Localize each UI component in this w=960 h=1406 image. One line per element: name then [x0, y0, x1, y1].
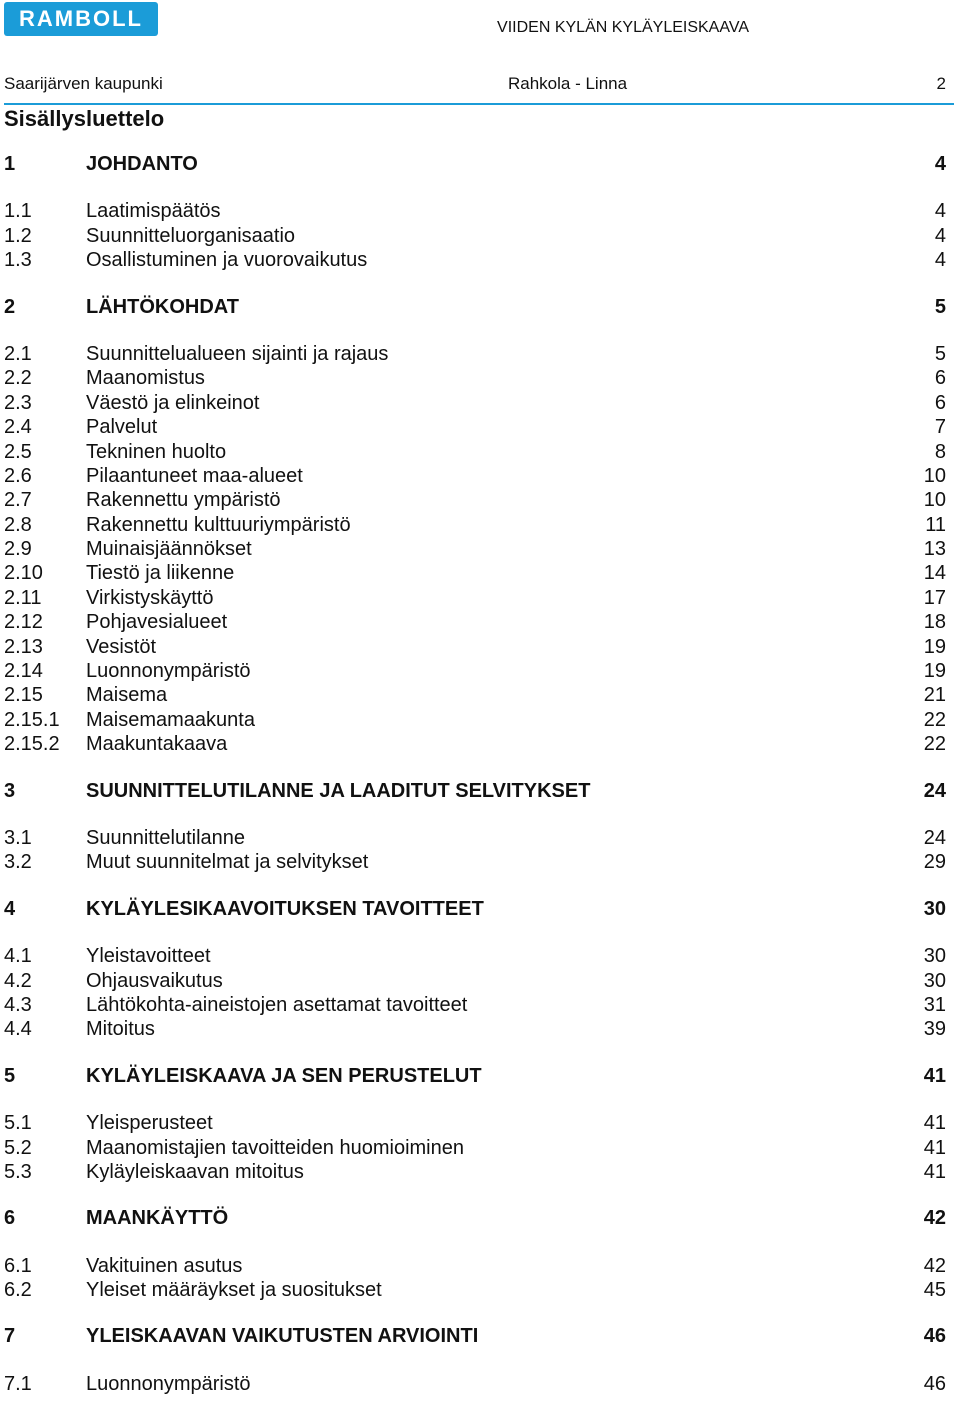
toc-entry-label: Muut suunnitelmat ja selvitykset	[86, 851, 369, 874]
toc-entry-label: KYLÄYLESIKAAVOITUKSEN TAVOITTEET	[86, 897, 484, 920]
toc-entry-label: Luonnonympäristö	[86, 1372, 251, 1395]
toc-entry-page: 24	[923, 779, 946, 802]
toc-section-entry[interactable]	[4, 826, 946, 850]
toc-entry-label: Suunnitteluorganisaatio	[86, 224, 296, 247]
toc-entry-page: 39	[923, 1018, 946, 1041]
toc-heading: Sisällysluettelo	[4, 106, 165, 131]
toc-section-entry[interactable]	[4, 1254, 946, 1278]
toc-entry-number: 4.2	[4, 969, 32, 992]
toc-section-entry[interactable]	[4, 415, 946, 439]
toc-entry-page: 18	[923, 611, 946, 634]
toc-entry-page: 5	[934, 295, 946, 318]
header-city: Saarijärven kaupunki	[4, 74, 163, 93]
toc-entry-label: Palvelut	[86, 416, 158, 439]
toc-entry-page: 42	[923, 1254, 946, 1277]
toc-entry-number: 2.8	[4, 513, 32, 536]
toc-entry-number: 5	[4, 1064, 16, 1087]
toc-section-entry[interactable]	[4, 969, 946, 993]
toc-section-entry[interactable]	[4, 488, 946, 512]
toc-entry-page: 41	[923, 1064, 946, 1087]
toc-entry-label: Rakennettu kulttuuriympäristö	[86, 513, 351, 536]
toc-entry-label: Maisema	[86, 684, 168, 707]
toc-entry-number: 4.4	[4, 1018, 32, 1041]
toc-entry-label: KYLÄYLEISKAAVA JA SEN PERUSTELUT	[86, 1064, 482, 1087]
toc-entry-number: 2.1	[4, 342, 32, 365]
toc-chapter-entry[interactable]	[4, 1324, 946, 1348]
toc-entry-page: 45	[923, 1279, 946, 1302]
toc-entry-page: 21	[923, 684, 946, 707]
toc-entry-number: 1.2	[4, 224, 32, 247]
toc-entry-number: 2.2	[4, 367, 32, 390]
toc-entry-label: Muinaisjäännökset	[86, 538, 252, 561]
toc-entry-number: 2.5	[4, 440, 32, 463]
toc-entry-page: 4	[934, 153, 946, 175]
toc-entry-label: Maakuntakaava	[86, 733, 228, 756]
ramboll-logo	[4, 2, 158, 36]
toc-entry-label: Mitoitus	[86, 1018, 155, 1041]
toc-section-entry[interactable]	[4, 683, 946, 707]
toc-entry-number: 7.1	[4, 1372, 32, 1395]
toc-entry-number: 6.1	[4, 1254, 32, 1277]
toc-entry-number: 4	[4, 897, 16, 920]
toc-entry-label: Laatimispäätös	[86, 200, 221, 223]
toc-entry-number: 2.11	[4, 586, 42, 609]
toc-entry-number: 6.2	[4, 1279, 32, 1302]
toc-entry-label: Maanomistus	[86, 367, 205, 390]
toc-section-entry[interactable]	[4, 635, 946, 659]
toc-entry-page: 30	[923, 969, 946, 992]
toc-entry-number: 1.1	[4, 200, 32, 223]
toc-entry-number: 2.6	[4, 464, 32, 487]
toc-entry-label: Suunnittelutilanne	[86, 826, 246, 849]
toc-entry-page: 29	[923, 851, 946, 874]
toc-chapter-entry[interactable]	[4, 779, 946, 803]
toc-section-entry[interactable]	[4, 391, 946, 415]
toc-entry-number: 7	[4, 1325, 16, 1348]
table-of-contents	[4, 152, 946, 1396]
toc-entry-page: 19	[923, 635, 946, 658]
toc-entry-label: Vesistöt	[86, 635, 157, 658]
toc-entry-page: 46	[923, 1372, 946, 1395]
toc-section-entry[interactable]	[4, 1160, 946, 1184]
toc-entry-page: 4	[934, 224, 946, 247]
toc-section-entry[interactable]	[4, 537, 946, 561]
toc-entry-page: 13	[923, 538, 946, 561]
toc-section-entry[interactable]	[4, 732, 946, 756]
toc-entry-number: 2.14	[4, 660, 43, 683]
toc-entry-label: MAANKÄYTTÖ	[86, 1207, 229, 1230]
toc-entry-label: Tekninen huolto	[86, 440, 227, 463]
toc-entry-page: 42	[923, 1207, 946, 1230]
toc-entry-page: 14	[923, 562, 946, 585]
page-header	[4, 74, 954, 98]
toc-entry-page: 4	[934, 200, 946, 223]
toc-entry-number: 2	[4, 295, 16, 318]
toc-entry-number: 2.15.2	[4, 733, 60, 756]
toc-entry-label: Osallistuminen ja vuorovaikutus	[86, 249, 368, 272]
toc-section-entry[interactable]	[4, 513, 946, 537]
toc-entry-page: 6	[934, 391, 946, 414]
toc-entry-number: 2.9	[4, 538, 32, 561]
toc-entry-label: Tiestö ja liikenne	[86, 562, 235, 585]
toc-entry-number: 3.1	[4, 826, 32, 849]
toc-entry-number: 2.13	[4, 635, 43, 658]
toc-entry-number: 4.1	[4, 945, 32, 968]
toc-entry-page: 10	[923, 464, 946, 487]
toc-section-entry[interactable]	[4, 224, 946, 248]
toc-entry-label: Vakituinen asutus	[86, 1254, 243, 1277]
toc-entry-label: Yleisperusteet	[86, 1112, 213, 1135]
toc-entry-label: Rakennettu ympäristö	[86, 489, 281, 512]
toc-section-entry[interactable]	[4, 708, 946, 732]
toc-entry-label: Yleistavoitteet	[86, 945, 211, 968]
toc-section-entry[interactable]	[4, 993, 946, 1017]
logo-text: RAMBOLL	[19, 6, 143, 31]
toc-chapter-entry[interactable]	[4, 1064, 946, 1088]
toc-entry-label: LÄHTÖKOHDAT	[86, 295, 239, 318]
toc-entry-label: Pilaantuneet maa-alueet	[86, 464, 303, 487]
toc-section-entry[interactable]	[4, 1111, 946, 1135]
toc-entry-label: Väestö ja elinkeinot	[86, 391, 260, 414]
toc-entry-page: 41	[923, 1112, 946, 1135]
toc-entry-label: Pohjavesialueet	[86, 611, 228, 634]
document-title: VIIDEN KYLÄN KYLÄYLEISKAAVA	[497, 19, 749, 36]
toc-entry-label: SUUNNITTELUTILANNE JA LAADITUT SELVITYKSET	[86, 779, 591, 802]
header-area: Rahkola - Linna	[508, 74, 628, 93]
toc-entry-number: 3.2	[4, 851, 32, 874]
toc-entry-label: Lähtökohta-aineistojen asettamat tavoitteet	[86, 993, 468, 1016]
header-page-number: 2	[936, 74, 946, 93]
toc-entry-number: 2.12	[4, 611, 43, 634]
toc-entry-page: 10	[923, 489, 946, 512]
toc-entry-number: 6	[4, 1207, 16, 1230]
toc-chapter-entry[interactable]	[4, 1206, 946, 1230]
toc-entry-number: 2.15	[4, 684, 43, 707]
toc-section-entry[interactable]	[4, 850, 946, 874]
toc-entry-label: Luonnonympäristö	[86, 660, 251, 683]
toc-section-entry[interactable]	[4, 1372, 946, 1396]
toc-entry-number: 3	[4, 779, 16, 802]
toc-entry-label: Yleiset määräykset ja suositukset	[86, 1279, 382, 1302]
toc-entry-page: 46	[923, 1325, 946, 1348]
toc-section-entry[interactable]	[4, 342, 946, 366]
toc-entry-page: 31	[923, 993, 946, 1016]
toc-chapter-entry[interactable]	[4, 295, 946, 319]
toc-entry-page: 8	[934, 440, 946, 463]
toc-entry-page: 19	[923, 660, 946, 683]
toc-entry-number: 2.10	[4, 562, 43, 585]
toc-section-entry[interactable]	[4, 440, 946, 464]
toc-entry-page: 30	[923, 945, 946, 968]
toc-section-entry[interactable]	[4, 586, 946, 610]
header-divider	[4, 103, 954, 105]
toc-section-entry[interactable]	[4, 464, 946, 488]
toc-entry-page: 24	[923, 826, 946, 849]
toc-entry-page: 22	[923, 708, 946, 731]
toc-section-entry[interactable]	[4, 1017, 946, 1041]
toc-chapter-entry[interactable]	[4, 152, 946, 176]
toc-entry-label: Ohjausvaikutus	[86, 969, 223, 992]
toc-section-entry[interactable]	[4, 561, 946, 585]
toc-entry-number: 2.15.1	[4, 708, 60, 731]
toc-entry-number: 5.3	[4, 1160, 32, 1183]
toc-entry-label: Virkistyskäyttö	[86, 586, 214, 609]
toc-entry-page: 4	[934, 249, 946, 272]
toc-section-entry[interactable]	[4, 944, 946, 968]
toc-entry-number: 2.3	[4, 391, 32, 414]
toc-entry-label: Maanomistajien tavoitteiden huomioiminen	[86, 1136, 464, 1159]
toc-entry-page: 41	[923, 1136, 946, 1159]
toc-entry-page: 22	[923, 733, 946, 756]
toc-entry-page: 30	[923, 897, 946, 920]
toc-entry-label: JOHDANTO	[86, 153, 198, 175]
toc-entry-number: 2.4	[4, 416, 32, 439]
toc-entry-number: 4.3	[4, 993, 32, 1016]
toc-section-entry[interactable]	[4, 1278, 946, 1302]
toc-entry-page: 6	[934, 367, 946, 390]
toc-section-entry[interactable]	[4, 659, 946, 683]
toc-section-entry[interactable]	[4, 248, 946, 272]
toc-section-entry[interactable]	[4, 199, 946, 223]
toc-entry-label: Kyläyleiskaavan mitoitus	[86, 1160, 304, 1183]
toc-entry-page: 7	[934, 416, 946, 439]
toc-entry-page: 5	[934, 342, 946, 365]
toc-section-entry[interactable]	[4, 610, 946, 634]
toc-entry-number: 1	[4, 153, 16, 175]
toc-entry-number: 2.7	[4, 489, 32, 512]
toc-entry-number: 5.2	[4, 1136, 32, 1159]
toc-section-entry[interactable]	[4, 1136, 946, 1160]
toc-entry-number: 5.1	[4, 1112, 32, 1135]
toc-entry-page: 17	[923, 586, 946, 609]
toc-entry-page: 41	[923, 1160, 946, 1183]
toc-entry-label: Maisemamaakunta	[86, 708, 255, 731]
toc-chapter-entry[interactable]	[4, 897, 946, 921]
toc-entry-page: 11	[925, 513, 946, 536]
toc-entry-label: YLEISKAAVAN VAIKUTUSTEN ARVIOINTI	[86, 1325, 479, 1348]
toc-entry-label: Suunnittelualueen sijainti ja rajaus	[86, 342, 389, 365]
toc-entry-number: 1.3	[4, 249, 32, 272]
toc-section-entry[interactable]	[4, 366, 946, 390]
